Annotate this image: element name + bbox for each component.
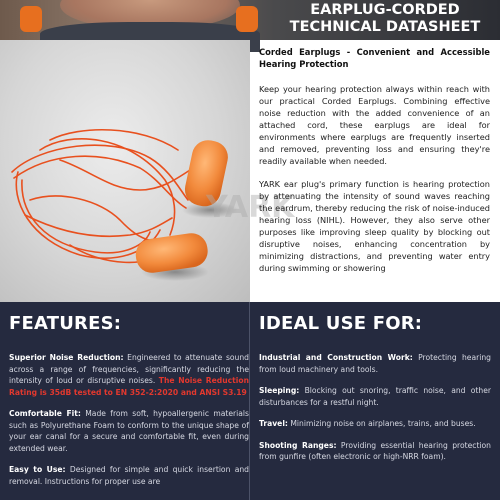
column-divider [249,302,250,500]
ideal-use-text: Minimizing noise on airplanes, trains, and buses. [287,419,476,428]
intro-heading: Corded Earplugs - Convenient and Accessible Hearing Protection [259,47,490,69]
title-line-1: EARPLUG-CORDED [310,2,460,18]
ideal-use-label: Sleeping: [259,386,300,395]
ideal-use-item [259,440,491,463]
ideal-use-item [259,385,491,408]
feature-label: Superior Noise Reduction: [9,353,124,362]
feature-item [9,408,249,454]
earmuff-right-icon [236,6,258,32]
feature-text: Made from soft, hypoallergenic materials such as Polyurethane Foam to conform to the unique shape of your ear canal for a secure and comfortable fit, even during extended wear. [9,409,249,453]
corded-earplugs-illustration [0,40,250,302]
intro-section [250,40,500,302]
intro-paragraph-2: YARK ear plug's primary function is hearing protection by attenuating the intensity of sound waves reaching the eardrum, thereby reducing the risk of noise-induced hearing loss (NIHL). However, they also serve other purposes like improving sleep quality by blocking out disruptive noises, enhancing concentration by minimizing distractions, and preventing water entry during swimming or showering [259,179,490,273]
watermark: YARK [206,190,295,225]
feature-label: Easy to Use: [9,465,66,474]
ideal-use-label: Industrial and Construction Work: [259,353,413,362]
ideal-use-section [259,302,491,463]
ideal-use-item [259,418,491,430]
ideal-use-text: Protecting hearing from loud machinery and tools. [259,353,491,374]
datasheet-title [270,0,500,40]
feature-label: Comfortable Fit: [9,409,81,418]
ideal-use-text: Blocking out snoring, traffic noise, and other disturbances for a restful night. [259,386,491,407]
intro-paragraph-1: Keep your hearing protection always within reach with our practical Corded Earplugs. Combining effective noise reduction with the added convenience of an attached cord, these earplugs are ideal for environments where earplugs are frequently inserted and removed, preventing loss and ensuring they're readily available when needed. [259,84,490,166]
header-banner [0,0,500,40]
features-section [9,302,249,487]
earmuff-left-icon [20,6,42,32]
title-line-2: TECHNICAL DATASHEET [289,19,481,35]
feature-item [9,352,249,398]
feature-item [9,464,249,487]
ideal-use-item [259,352,491,375]
ideal-use-title: IDEAL USE FOR: [259,313,423,334]
feature-text: Designed for simple and quick insertion and removal. Instructions for proper use are [9,465,249,486]
ideal-use-label: Travel: [259,419,288,428]
noise-rating-highlight: The Noise Reduction Rating is 35dB tested to EN 352-2:2020 and ANSI S3.19 [9,376,249,397]
features-title: FEATURES: [9,313,122,334]
feature-text: Engineered to attenuate sound across a range of frequencies, significantly reducing the intensity of loud or disruptive noises. [9,353,249,385]
ideal-use-text: Providing essential hearing protection from gunfire (often electronic or high-NRR foam). [259,440,491,461]
ideal-use-label: Shooting Ranges: [259,440,337,450]
product-image [0,40,295,302]
